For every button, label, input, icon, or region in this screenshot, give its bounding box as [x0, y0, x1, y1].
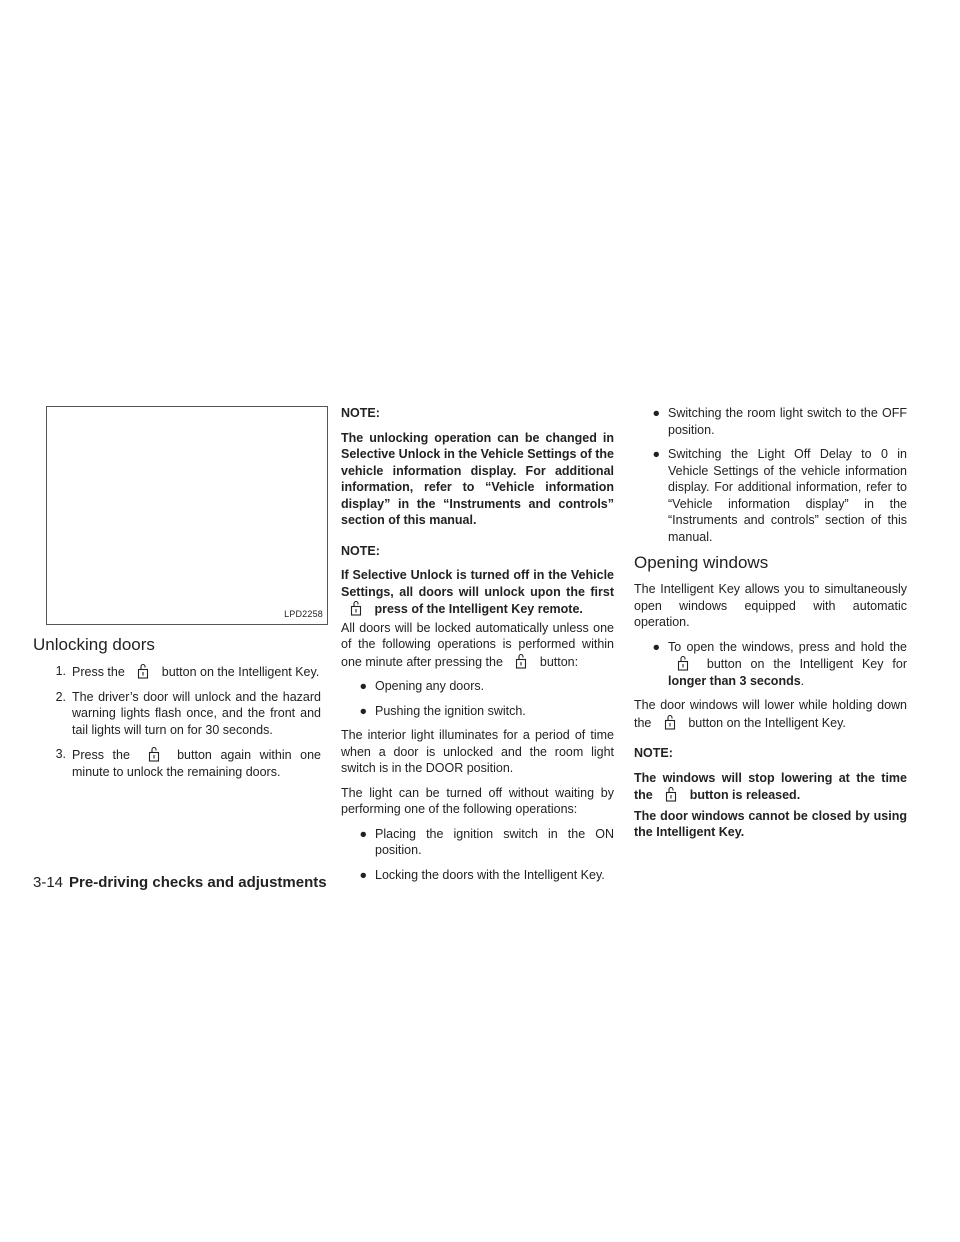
- unlock-key-icon: [655, 714, 685, 730]
- windows-lower-paragraph: The door windows will lower while holding down the button on the Intelligent Key.: [634, 698, 907, 730]
- list-item: ● Placing the ignition switch in the ON position.: [341, 826, 614, 859]
- note-heading: NOTE:: [341, 406, 380, 420]
- unlock-key-icon: [341, 600, 371, 616]
- auto-lock-paragraph: All doors will be locked automatically unless one of the following operations is performed within one minute after pressing the button:: [341, 620, 614, 669]
- light-off-paragraph: The light can be turned off without waiting by performing one of the following operations:: [341, 785, 614, 816]
- note-text: The door windows cannot be closed by using the Intelligent Key.: [634, 808, 907, 839]
- figure-intelligent-key: [46, 406, 328, 625]
- column-middle: [341, 405, 614, 891]
- step-text: The driver’s door will unlock and the hazard warning lights flash once, and the front and tail lights will turn on for 30 seconds.: [72, 689, 321, 737]
- list-item: ● Pushing the ignition switch.: [341, 703, 614, 720]
- note-text: The windows will stop lowering at the time the button is released.: [634, 770, 907, 802]
- note-heading: NOTE:: [341, 543, 380, 558]
- interior-light-paragraph: The interior light illuminates for a period of time when a door is unlocked and the room light switch is in the DOOR position.: [341, 728, 614, 775]
- step-text: Press the: [72, 665, 125, 679]
- chapter-title: Pre-driving checks and adjustments: [69, 874, 327, 891]
- step-2: [33, 689, 321, 739]
- page-number: 3-14: [33, 874, 64, 891]
- unlock-key-icon: [128, 663, 158, 679]
- step-text: Press the: [72, 748, 130, 762]
- list-item: ● Opening any doors.: [341, 678, 614, 695]
- list-item: ● Switching the Light Off Delay to 0 in Vehicle Settings of the vehicle information display. For additional information, refer to “Vehicle information display” in the “Instruments and controls” section of this manual.: [634, 446, 907, 545]
- step-1: [33, 663, 321, 681]
- column-left: [33, 406, 321, 788]
- bullet-icon: ●: [359, 703, 367, 718]
- bullet-icon: ●: [359, 826, 367, 841]
- note-heading: NOTE:: [634, 746, 673, 760]
- bullet-icon: ●: [359, 867, 367, 882]
- unlock-key-icon: [139, 746, 169, 762]
- column-right: [634, 405, 907, 849]
- bullet-icon: ●: [652, 639, 660, 654]
- note-text: The unlocking operation can be changed in Selective Unlock in the Vehicle Settings of the vehicle information display. For additional information, refer to “Vehicle information display” in the “Instruments and controls” section of this manual.: [341, 430, 614, 527]
- bullet-icon: ●: [652, 406, 660, 420]
- unlock-key-icon: [506, 653, 536, 669]
- figure-label: LPD2258: [284, 608, 323, 619]
- step-text: button on the Intelligent Key.: [161, 665, 320, 679]
- list-item: ● Locking the doors with the Intelligent Key.: [341, 867, 614, 884]
- step-number: 1.: [55, 664, 66, 678]
- step-number: 3.: [55, 747, 66, 761]
- step-text: button again within one minute to unlock the remaining doors.: [72, 748, 322, 779]
- step-3: [33, 746, 321, 780]
- step-number: 2.: [55, 689, 66, 704]
- bullet-icon: ●: [359, 679, 367, 693]
- unlock-key-icon: [668, 655, 698, 671]
- windows-intro: The Intelligent Key allows you to simultaneously open windows equipped with automatic operation.: [634, 582, 907, 629]
- page-footer: [33, 873, 327, 893]
- heading-unlocking-doors: Unlocking doors: [33, 635, 155, 654]
- heading-opening-windows: Opening windows: [634, 553, 769, 572]
- unlock-key-icon: [656, 786, 686, 802]
- list-item: ● To open the windows, press and hold the button on the Intelligent Key for longer than 3 seconds.: [634, 639, 907, 690]
- list-item: ● Switching the room light switch to the OFF position.: [634, 405, 907, 438]
- bullet-icon: ●: [652, 447, 660, 461]
- note-text: If Selective Unlock is turned off in the Vehicle Settings, all doors will unlock upon the first press of the Intelligent Key remote.: [341, 568, 614, 616]
